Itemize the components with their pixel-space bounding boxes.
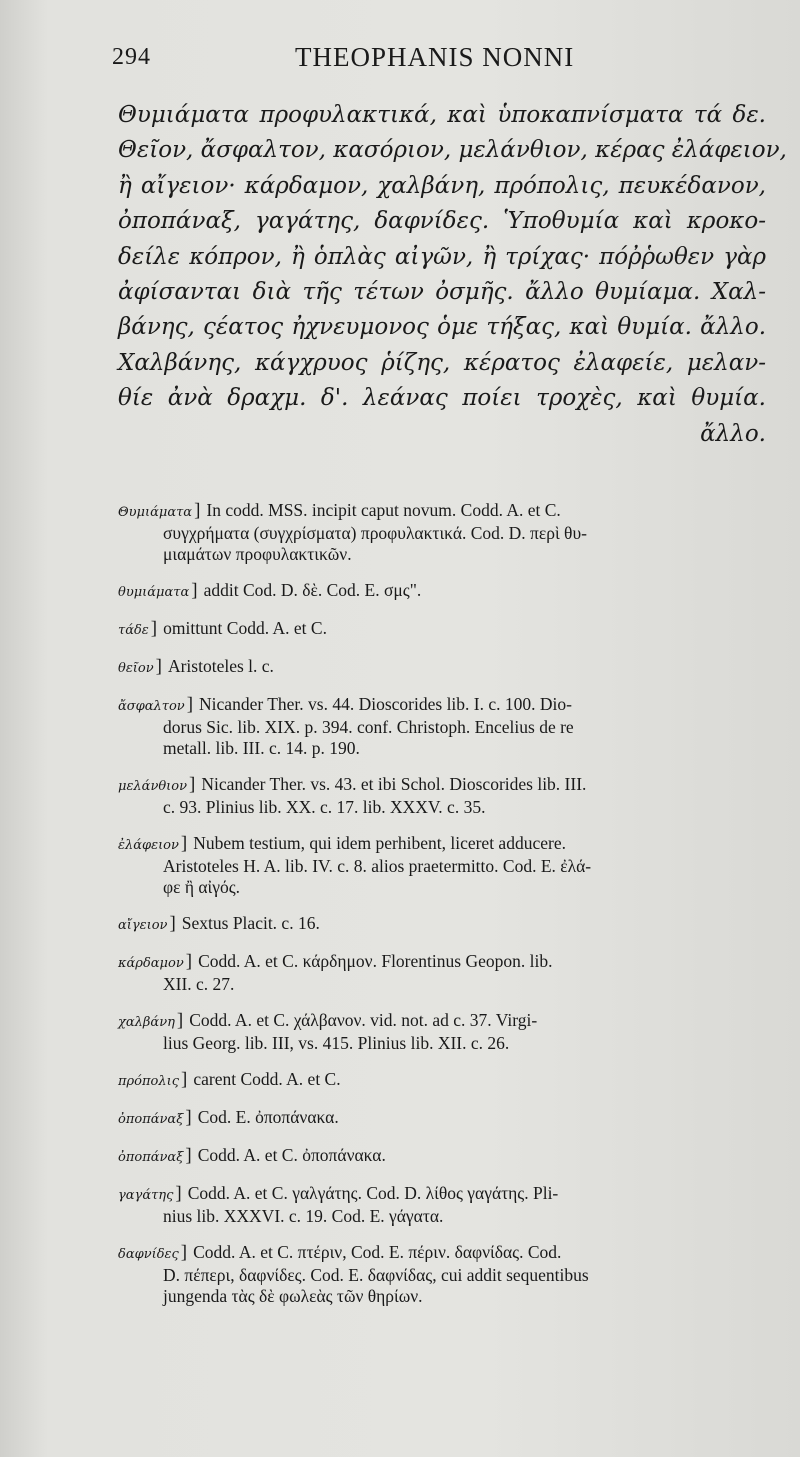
- main-text-line: βάνης, ςέατος ἠχνευμονος ὁμε τήξας, καὶ θυμία. ἄλλο.: [118, 314, 766, 341]
- main-text-line: Θεῖον, ἄσφαλτον, κασόριον, μελάνθιον, κέρας ἐλάφειον,: [118, 137, 787, 164]
- footnote: [118, 580, 770, 603]
- running-head: THEOPHANIS NONNI: [295, 42, 575, 72]
- footnote-text: Nubem testium, qui idem perhibent, liceret adducere.: [193, 833, 566, 853]
- footnote-lemma: αἴγειον: [118, 918, 168, 933]
- main-text-line: ἄλλο.: [700, 420, 766, 447]
- lemma-bracket: ]: [175, 1183, 182, 1204]
- footnote: [118, 656, 770, 679]
- footnote: [118, 774, 770, 818]
- main-text-line: ὀποπάναξ, γαγάτης, δαφνίδες. Ὑποθυμία καὶ κροκο-: [118, 208, 766, 235]
- footnote-text: Codd. A. et C. πτέριν, Cod. E. πέριν. δαφνίδας. Cod.: [193, 1242, 562, 1262]
- footnote-text: Nicander Ther. vs. 44. Dioscorides lib. I. c. 100. Dio-: [199, 694, 572, 714]
- main-text-line: Χαλβάνης, κάγχρυος ῥίζης, κέρατος ἐλαφείε, μελαν-: [118, 349, 766, 376]
- lemma-bracket: ]: [185, 951, 193, 972]
- footnote-lemma: γαγάτης: [118, 1188, 174, 1203]
- footnote-lemma: Θυμιάματα: [118, 505, 193, 520]
- footnote-continuation: nius lib. XXXVI. c. 19. Cod. E. γάγατα.: [163, 1206, 444, 1226]
- footnote: [118, 833, 770, 898]
- footnote-continuation: c. 93. Plinius lib. XX. c. 17. lib. XXXV. c. 35.: [163, 797, 486, 817]
- lemma-bracket: ]: [191, 580, 198, 601]
- footnote-lemma: μελάνθιον: [118, 779, 187, 794]
- lemma-bracket: ]: [186, 694, 194, 715]
- footnote-lemma: ὀποπάναξ: [118, 1150, 184, 1165]
- page-header: [0, 38, 800, 78]
- footnote: [118, 618, 770, 641]
- footnote-continuation: μιαμάτων προφυλακτικῶν.: [163, 544, 352, 564]
- footnote-continuation: jungenda τὰς δὲ φωλεὰς τῶν θηρίων.: [163, 1286, 423, 1306]
- footnote-text: In codd. MSS. incipit caput novum. Codd. A. et C.: [206, 500, 561, 520]
- lemma-bracket: ]: [181, 1069, 188, 1090]
- footnote-text: Codd. A. et C. γαλγάτης. Cod. D. λίθος γαγάτης. Pli-: [187, 1183, 559, 1203]
- main-text: [118, 98, 787, 452]
- lemma-bracket: ]: [185, 1145, 192, 1166]
- footnote-text: Codd. A. et C. κάρδημον. Florentinus Geopon. lib.: [198, 951, 553, 971]
- footnote-continuation: lius Georg. lib. III, vs. 415. Plinius lib. XII. c. 26.: [163, 1033, 510, 1053]
- footnote-text: Nicander Ther. vs. 43. et ibi Schol. Dioscorides lib. III.: [201, 774, 587, 794]
- lemma-bracket: ]: [155, 656, 162, 677]
- footnote-text: Codd. A. et C. χάλβανον. vid. not. ad c. 37. Virgi-: [189, 1010, 538, 1030]
- footnote-continuation: dorus Sic. lib. XIX. p. 394. conf. Christoph. Encelius de re: [163, 717, 574, 737]
- lemma-bracket: ]: [180, 833, 188, 854]
- main-text-line: ἢ αἴγειον· κάρδαμον, χαλβάνη, πρόπολις, πευκέδανον,: [118, 172, 766, 199]
- footnote-lemma: δαφνίδες: [118, 1247, 179, 1262]
- footnote-text: Cod. E. ὀποπάνακα.: [197, 1107, 339, 1127]
- footnote: [118, 913, 770, 936]
- main-text-line: Θυμιάματα προφυλακτικά, καὶ ὑποκαπνίσματα τά δε.: [118, 102, 766, 128]
- footnote: [118, 1107, 770, 1130]
- footnote-lemma: ὀποπάναξ: [118, 1112, 184, 1127]
- footnote-lemma: ἄσφαλτον: [118, 699, 185, 714]
- lemma-bracket: ]: [176, 1010, 184, 1031]
- footnote-continuation: Aristoteles H. A. lib. IV. c. 8. alios praetermitto. Cod. E. ἐλά-: [163, 856, 592, 876]
- footnote-text: omittunt Codd. A. et C.: [163, 618, 327, 638]
- footnote-text: Codd. A. et C. ὀποπάνακα.: [197, 1145, 386, 1165]
- footnote-lemma: ἐλάφειον: [118, 838, 179, 853]
- main-text-line: δείλε κόπρον, ἢ ὁπλὰς αἰγῶν, ἢ τρίχας· πόῤῥωθεν γὰρ: [118, 243, 766, 270]
- footnote-text: addit Cod. D. δὲ. Cod. E. σμς".: [203, 580, 422, 600]
- footnotes: [118, 500, 770, 1322]
- lemma-bracket: ]: [194, 500, 201, 521]
- footnote-continuation: συγχρήματα (συγχρίσματα) προφυλακτικά. Cod. D. περὶ θυ-: [163, 523, 587, 543]
- footnote: [118, 951, 770, 995]
- main-text-line: ἀφίσανται διὰ τῆς τέτων ὀσμῆς. ἄλλο θυμίαμα. Χαλ-: [118, 279, 766, 306]
- footnote-text: Aristoteles l. c.: [167, 656, 274, 676]
- lemma-bracket: ]: [150, 618, 158, 639]
- footnote-text: carent Codd. A. et C.: [193, 1069, 341, 1089]
- footnote: [118, 1069, 770, 1092]
- footnote-continuation: D. πέπερι, δαφνίδες. Cod. E. δαφνίδας, cui addit sequentibus: [163, 1265, 589, 1285]
- footnote: [118, 1010, 770, 1054]
- footnote: [118, 500, 770, 565]
- footnote-lemma: τάδε: [118, 623, 149, 638]
- lemma-bracket: ]: [169, 913, 176, 934]
- footnote: [118, 694, 770, 759]
- footnote-continuation: XII. c. 27.: [163, 974, 235, 994]
- footnote-text: Sextus Placit. c. 16.: [181, 913, 320, 933]
- footnote-continuation: φε ἢ αἰγός.: [163, 877, 241, 897]
- lemma-bracket: ]: [185, 1107, 192, 1128]
- main-text-line: θίε ἀνὰ δραχμ. δ'. λεάνας ποίει τροχὲς, καὶ θυμία.: [118, 385, 766, 412]
- footnote-continuation: metall. lib. III. c. 14. p. 190.: [163, 738, 360, 758]
- page-number: 294: [112, 44, 151, 70]
- footnote-lemma: κάρδαμον: [118, 956, 184, 971]
- footnote-lemma: πρόπολις: [118, 1074, 180, 1089]
- footnote-lemma: θυμιάματα: [118, 585, 190, 600]
- footnote-lemma: θεῖον: [118, 661, 154, 676]
- footnote: [118, 1183, 770, 1227]
- footnote: [118, 1242, 770, 1307]
- footnote-lemma: χαλβάνη: [118, 1015, 175, 1030]
- footnote: [118, 1145, 770, 1168]
- lemma-bracket: ]: [180, 1242, 188, 1263]
- lemma-bracket: ]: [189, 774, 196, 795]
